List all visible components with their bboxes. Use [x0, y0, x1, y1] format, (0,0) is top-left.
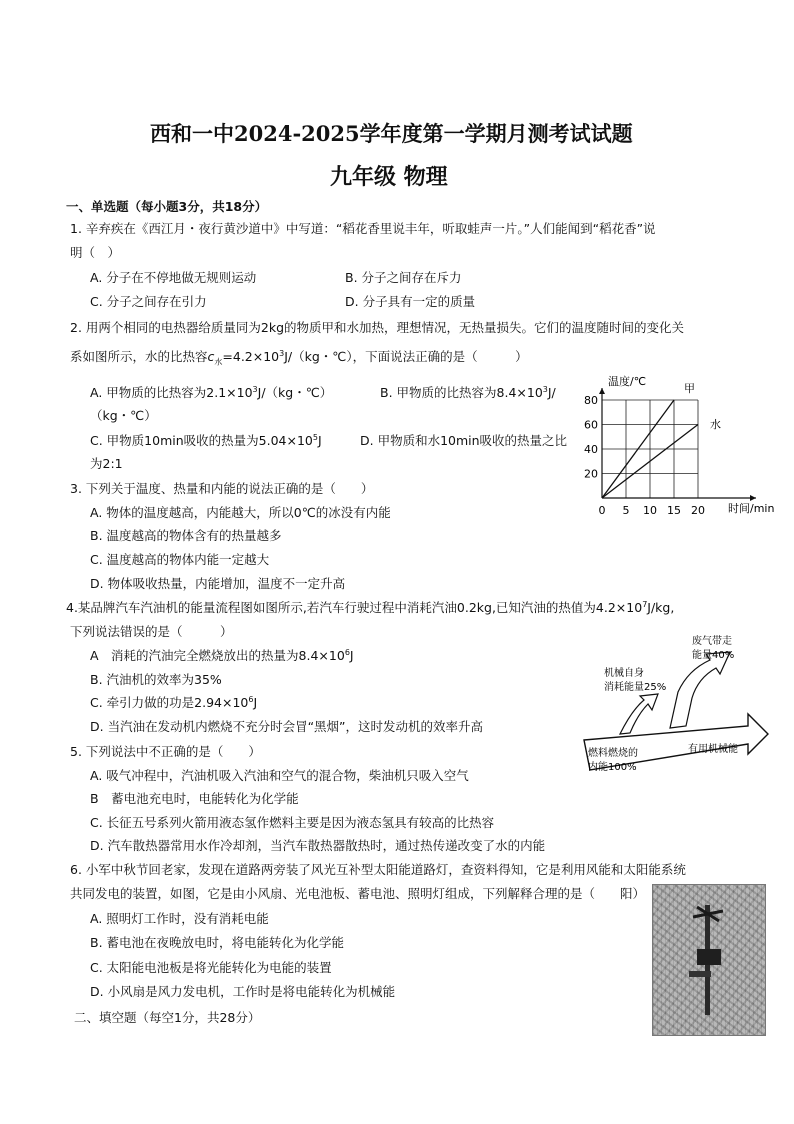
x-tick-label: 15: [667, 504, 681, 517]
q3-option-c: C. 温度越高的物体内能一定越大: [90, 552, 270, 567]
q1-option-a: A. 分子在不停地做无规则运动: [90, 270, 257, 285]
water-subscript: 水: [214, 357, 223, 367]
energy-flow-diagram: [580, 630, 780, 778]
graph-series-label-shui: 水: [710, 418, 721, 431]
q2-c-unit: J: [317, 433, 322, 448]
solar-panel: [697, 949, 721, 965]
fuel-label-2: 内能100%: [588, 762, 637, 773]
q3-option-d: D. 物体吸收热量，内能增加，温度不一定升高: [90, 576, 346, 591]
q6-option-d: D. 小风扇是风力发电机，工作时是将电能转化为机械能: [90, 984, 396, 999]
fuel-label-1: 燃料燃烧的: [588, 748, 638, 759]
q1-stem-line1: 1. 辛弃疾在《西江月・夜行黄沙道中》中写道：“稻花香里说丰年，听取蛙声一片。”人们能闻到“稻花香”说: [70, 221, 656, 236]
graph-y-axis-label: 温度/℃: [608, 375, 647, 388]
q2-stem-line2: [70, 349, 528, 365]
q4-stem-line2: 下列说法错误的是（ ）: [70, 624, 233, 639]
q2-c-exp: 5: [312, 432, 318, 442]
q5-stem: 5. 下列说法中不正确的是（ ）: [70, 744, 261, 759]
q4-stem-unit: J/kg,: [647, 600, 675, 615]
graph-grid: [602, 400, 698, 498]
q1-option-c: C. 分子之间存在引力: [90, 294, 207, 309]
x-tick-label: 10: [643, 504, 657, 517]
y-tick-label: 80: [584, 394, 598, 407]
q2-option-d-line2: 为2:1: [90, 456, 123, 471]
q1-stem-line2: 明（ ）: [70, 245, 121, 260]
machine-loss-label-2: 消耗能量25%: [604, 682, 667, 693]
q4-option-c: [90, 695, 257, 711]
q2-c-text: C. 甲物质10min吸收的热量为5.04×10: [90, 433, 313, 448]
c-symbol: c: [207, 349, 215, 364]
y-axis-arrow: [599, 388, 605, 394]
q2-a-exp: 3: [252, 384, 258, 394]
exam-title: 西和一中2024-2025学年度第一学期月测考试试题: [150, 121, 633, 146]
loss-arrow-machine: [620, 694, 658, 734]
machine-loss-label-1: 机械自身: [604, 668, 644, 679]
q4-option-d: D. 当汽油在发动机内燃烧不充分时会冒“黑烟”，这时发动机的效率升高: [90, 719, 484, 734]
c-value: =4.2×10: [222, 349, 280, 364]
q2-b-exp: 3: [542, 384, 548, 394]
q1-option-d: D. 分子具有一定的质量: [345, 294, 476, 309]
q4-stem-text: 4.某品牌汽车汽油机的能量流程图如图所示,若汽车行驶过程中消耗汽油0.2kg,已知汽油的热值为4.2×10: [66, 600, 643, 615]
c-exponent: 3: [279, 348, 285, 358]
y-tick-label: 20: [584, 467, 598, 481]
q2-stem-line1: 2. 用两个相同的电热器给质量同为2kg的物质甲和水加热，理想情况，无热量损失。它们的温度随时间的变化关: [70, 320, 685, 335]
street-light-photo: [652, 884, 766, 1036]
graph-axes: [599, 388, 756, 501]
x-tick-label: 20: [691, 504, 705, 517]
lamp-head: [689, 971, 711, 977]
q4-stem-exp: 7: [642, 599, 648, 609]
x-tick-label: 5: [622, 504, 630, 517]
q6-stem-line2: 共同发电的装置，如图，它是由小风扇、光电池板、蓄电池、照明灯组成，下列解释合理的是（ 阳）: [70, 886, 646, 901]
q2-option-b-line2: （kg・℃）: [90, 408, 157, 423]
q4-option-b: B. 汽油机的效率为35%: [90, 672, 222, 687]
q4-a-unit: J: [349, 648, 354, 663]
q2-stem-text: 系如图所示，水的比热容: [70, 349, 208, 364]
x-tick-label: 0: [598, 504, 606, 517]
q6-option-b: B. 蓄电池在夜晚放电时，将电能转化为化学能: [90, 935, 345, 950]
q6-stem-line1: 6. 小军中秋节回老家，发现在道路两旁装了风光互补型太阳能道路灯，查资料得知，它是利用风能和太阳能系统: [70, 862, 686, 877]
q4-a-exp: 6: [344, 647, 350, 657]
q1-option-b: B. 分子之间存在斥力: [345, 270, 462, 285]
q4-option-a: [90, 648, 354, 664]
y-tick-label: 40: [584, 443, 598, 456]
q5-option-c: C. 长征五号系列火箭用液态氢作燃料主要是因为液态氢具有较高的比热容: [90, 815, 495, 830]
q4-c-unit: J: [253, 695, 258, 710]
q5-option-d: D. 汽车散热器常用水作冷却剂，当汽车散热器散热时，通过热传递改变了水的内能: [90, 838, 546, 853]
q2-a-unit: J/（kg・℃）: [257, 385, 333, 400]
street-light-sketch: [653, 885, 765, 1035]
q4-c-text: C. 牵引力做的功是2.94×10: [90, 695, 249, 710]
q2-option-b: [380, 385, 556, 401]
q6-option-c: C. 太阳能电池板是将光能转化为电能的装置: [90, 960, 332, 975]
exam-subtitle: 九年级 物理: [330, 164, 448, 190]
q2-option-a: [90, 385, 332, 401]
q4-a-text: A 消耗的汽油完全燃烧放出的热量为8.4×10: [90, 648, 345, 663]
q2-option-c: [90, 433, 322, 449]
y-tick-label: 60: [584, 418, 598, 432]
q2-stem-tail: J/（kg・℃），下面说法正确的是（ ）: [284, 349, 528, 364]
graph-x-axis-label: 时间/min: [728, 502, 775, 515]
q2-b-unit: J/: [547, 385, 556, 400]
temperature-time-graph: [578, 370, 778, 520]
graph-series-label-jia: 甲: [684, 382, 695, 395]
exhaust-label-1: 废气带走: [692, 636, 732, 647]
exhaust-label-2: 能量40%: [692, 650, 735, 661]
loss-arrow-exhaust: [670, 652, 730, 728]
q5-option-a: A. 吸气冲程中，汽油机吸入汽油和空气的混合物，柴油机只吸入空气: [90, 768, 469, 783]
q5-option-b: B 蓄电池充电时，电能转化为化学能: [90, 791, 299, 806]
q3-stem: 3. 下列关于温度、热量和内能的说法正确的是（ ）: [70, 481, 374, 496]
q3-option-b: B. 温度越高的物体含有的热量越多: [90, 528, 282, 543]
q2-option-d: D. 甲物质和水10min吸收的热量之比: [360, 433, 568, 448]
section-1-heading: 一、单选题（每小题3分，共18分）: [66, 199, 268, 214]
section-2-heading: 二、填空题（每空1分，共28分）: [74, 1010, 261, 1025]
q3-option-a: A. 物体的温度越高，内能越大，所以0℃的冰没有内能: [90, 505, 391, 520]
q4-c-exp: 6: [248, 694, 254, 704]
q2-b-text: B. 甲物质的比热容为8.4×10: [380, 385, 543, 400]
q6-option-a: A. 照明灯工作时，没有消耗电能: [90, 911, 269, 926]
q2-a-text: A. 甲物质的比热容为2.1×10: [90, 385, 253, 400]
useful-energy-label: 有用机械能: [688, 744, 738, 755]
q4-stem-line1: [66, 600, 674, 616]
x-axis-arrow: [750, 495, 756, 501]
